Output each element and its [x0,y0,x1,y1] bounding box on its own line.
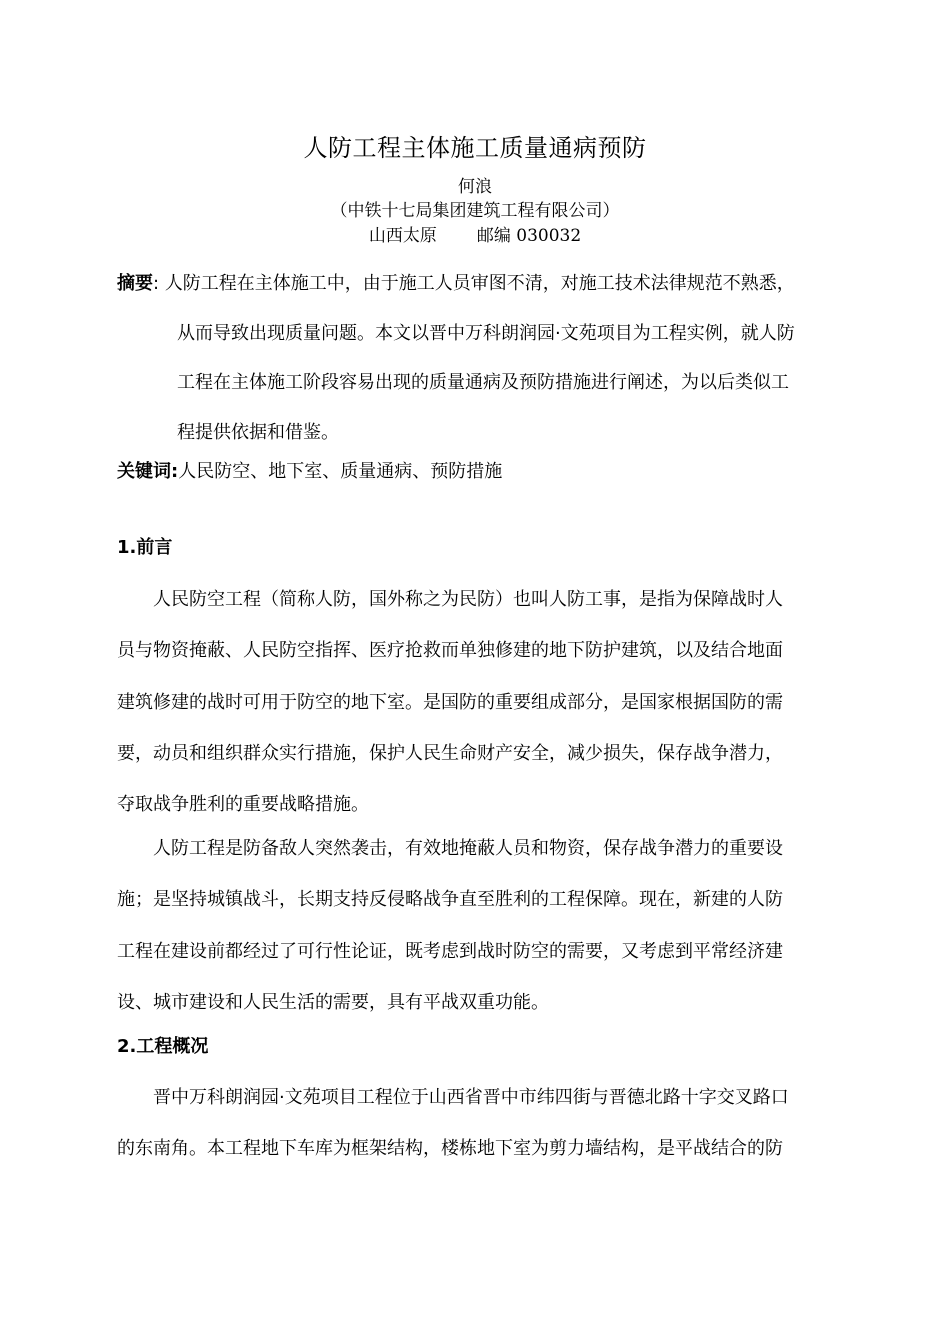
paragraph-line: 设、城市建设和人民生活的需要，具有平战双重功能。 [117,991,549,1013]
paragraph-line: 工程在建设前都经过了可行性论证，既考虑到战时防空的需要，又考虑到平常经济建 [117,940,783,962]
abstract-line: 从而导致出现质量问题。本文以晋中万科朗润园·文苑项目为工程实例，就人防 [177,322,795,344]
paragraph-line: 员与物资掩蔽、人民防空指挥、医疗抢救而单独修建的地下防护建筑，以及结合地面 [117,640,783,662]
paragraph-line: 建筑修建的战时可用于防空的地下室。是国防的重要组成部分，是国家根据国防的需 [117,691,783,713]
section-heading: 2.工程概况 [117,1036,209,1057]
location-postcode: 邮编 030032 [476,226,582,246]
abstract-line: 程提供依据和借鉴。 [177,421,339,443]
paragraph-line: 要，动员和组织群众实行措施，保护人民生命财产安全，减少损失，保存战争潜力， [117,742,783,764]
author-location [0,225,950,247]
abstract-text: 人防工程在主体施工中，由于施工人员审图不清，对施工技术法律规范不熟悉， [164,273,795,294]
location-city: 山西太原 [368,226,437,246]
section-heading: 1.前言 [117,537,173,558]
paragraph-line: 人防工程是防备敌人突然袭击，有效地掩蔽人员和物资，保存战争潜力的重要设 [153,838,783,859]
body-paragraph [117,1072,837,1175]
paragraph-line: 的东南角。本工程地下车库为框架结构，楼栋地下室为剪力墙结构，是平战结合的防 [117,1138,783,1160]
paper-title: 人防工程主体施工质量通病预防 [303,134,647,162]
keywords-label: 关键词: [117,461,179,482]
abstract-label: 摘要 [117,273,153,294]
author-name: 何浪 [458,177,492,197]
keywords-text: 人民防空、地下室、质量通病、预防措施 [178,461,503,482]
abstract-block [117,259,837,457]
keywords-line [117,456,502,488]
abstract-line: 工程在主体施工阶段容易出现的质量通病及预防措施进行阐述，为以后类似工 [177,372,789,393]
author-affiliation: （中铁十七局集团建筑工程有限公司） [330,201,620,221]
body-paragraph [117,574,837,830]
paragraph-line: 施；是坚持城镇战斗，长期支持反侵略战争直至胜利的工程保障。现在，新建的人防 [117,889,783,911]
body-paragraph [117,823,837,1028]
paragraph-line: 晋中万科朗润园·文苑项目工程位于山西省晋中市纬四街与晋德北路十字交叉路口 [153,1087,789,1108]
abstract-line [117,259,837,309]
abstract-separator: : [153,273,160,294]
paragraph-line: 夺取战争胜利的重要战略措施。 [117,794,369,816]
paragraph-line: 人民防空工程（简称人防，国外称之为民防）也叫人防工事，是指为保障战时人 [153,589,783,610]
